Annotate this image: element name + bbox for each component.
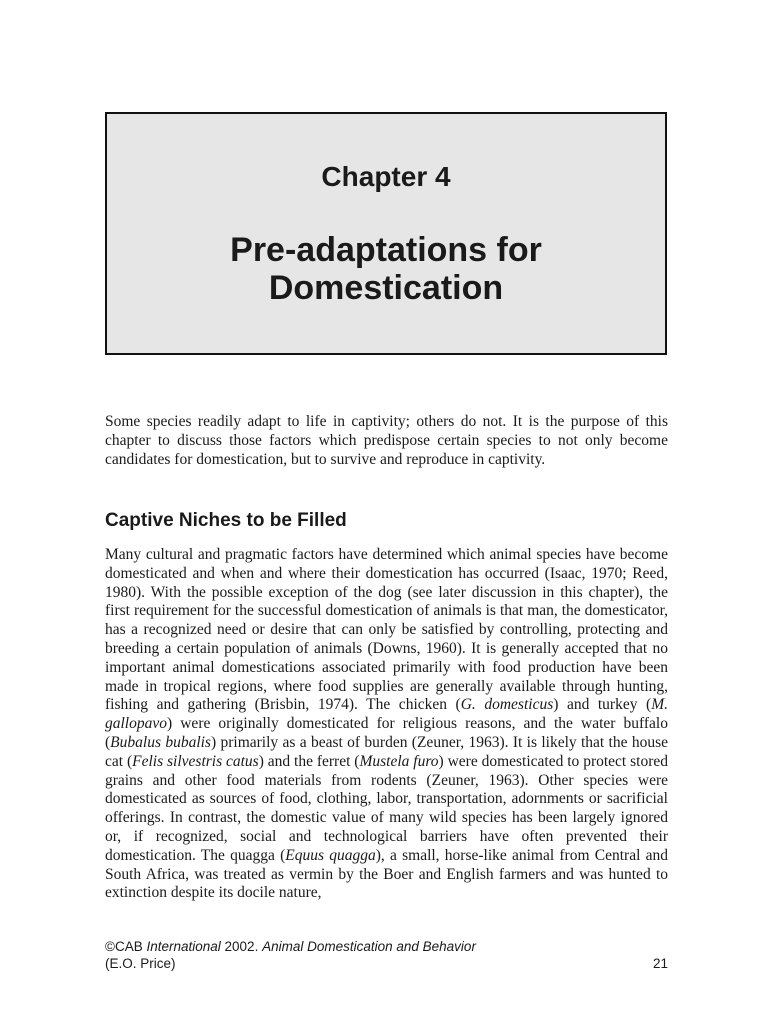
paragraph-text: ) primarily as a beast of burden (Zeuner, 1963). It is likely that the house cat ( [105,733,668,770]
chapter-title-box [105,112,667,355]
copyright-prefix: ©CAB [105,939,147,954]
chapter-title-line-2: Domestication [268,269,504,307]
chapter-title-line-1: Pre-adaptations for [230,231,542,269]
publisher-name: International [146,939,221,954]
species-name: G. domesticus [460,696,554,714]
species-name: Felis silvestris catus [132,752,259,770]
chapter-title [107,231,665,307]
species-name: Mustela furo [359,752,439,770]
copyright-year: 2002. [220,939,263,954]
paragraph-text: ) and turkey ( [553,696,652,714]
species-name: M. gallopavo [105,696,668,733]
page-number: 21 [652,956,668,971]
species-name: Equus quagga [285,846,376,864]
paragraph-text: ), a small, horse-like animal from Central and South Africa, was treated as vermin by the Boer and English farmers and was hunted to extinction despite its docile nature, [105,846,668,902]
intro-paragraph: Some species readily adapt to life in captivity; others do not. It is the purpose of this chapter to discuss those factors which predispose certain species to not only become candidates for domestication, but to survive and reproduce in captivity. [105,413,668,468]
book-title: Animal Domestication and Behavior [262,939,476,954]
paragraph-text: ) were domesticated to protect stored grains and other food materials from rodents (Zeuner, 1963). Other species were domesticated as sources of food, clothing, labor, transportation, adornments or sacrificial offerings. In contrast, the domestic value of many wild species has been largely ignored or, if recognized, social and technological barriers have often prevented their domestication. The quagga ( [105,752,668,864]
section-heading: Captive Niches to be Filled [105,510,347,531]
page-footer [105,938,668,972]
author-line: (E.O. Price) [105,956,176,971]
paragraph-text: ) and the ferret ( [258,752,360,770]
copyright-line [105,938,668,955]
chapter-label: Chapter 4 [321,161,451,192]
paragraph-text: Many cultural and pragmatic factors have determined which animal species have become domesticated and when and where their domestication has occurred (Isaac, 1970; Reed, 1980). With the possible exception of the dog (see later discussion in this chapter), the first requirement for the successful domestication of animals is that man, the domesticator, has a recognized need or desire that can only be satisfied by controlling, protecting and breeding a certain population of animals (Downs, 1960). It is generally accepted that no important animal domestications associated primarily with food production have been made in tropical regions, where food supplies are generally available through hunting, fishing and gathering (Brisbin, 1974). The chicken ( [105,546,668,714]
species-name: Bubalus bubalis [110,733,211,751]
section-paragraph [105,546,668,903]
paragraph-text: ) were originally domesticated for religious reasons, and the water buffalo ( [105,715,668,751]
